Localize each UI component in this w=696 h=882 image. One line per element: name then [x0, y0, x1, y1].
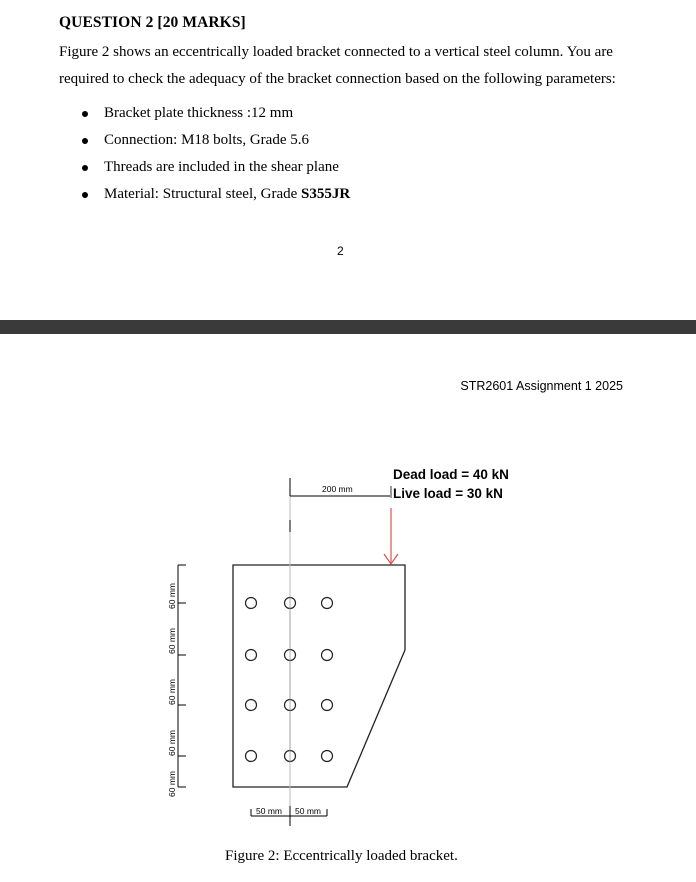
- vertical-dimension-label: 60 mm: [167, 583, 177, 609]
- eccentricity-label: 200 mm: [322, 484, 353, 494]
- live-load-label: Live load = 30 kN: [393, 486, 503, 501]
- bolt-hole: [322, 598, 333, 609]
- figure-caption: Figure 2: Eccentrically loaded bracket.: [225, 848, 458, 864]
- bolt-hole: [246, 751, 257, 762]
- vertical-dimension-chain: [178, 565, 186, 787]
- parameter-item: Connection: M18 bolts, Grade 5.6: [59, 127, 350, 154]
- bolt-group: [246, 596, 333, 763]
- bolt-hole: [322, 700, 333, 711]
- parameter-item: Material: Structural steel, Grade S355JR: [59, 181, 350, 208]
- vertical-dimension-label: 60 mm: [167, 628, 177, 654]
- bolt-hole: [322, 650, 333, 661]
- horizontal-dimension-label: 50 mm: [295, 806, 321, 816]
- vertical-dimension-label: 60 mm: [167, 730, 177, 756]
- bolt-hole: [246, 700, 257, 711]
- vertical-dimension-label: 60 mm: [167, 771, 177, 797]
- question-intro: Figure 2 shows an eccentrically loaded bracket connected to a vertical steel column. You are required to check the adequacy of the bracket connection based on the following parameters:: [59, 44, 616, 87]
- dead-load-label: Dead load = 40 kN: [393, 467, 509, 482]
- bolt-hole: [322, 751, 333, 762]
- bolt-hole: [246, 650, 257, 661]
- bracket-plate: [233, 565, 405, 787]
- bolt-hole: [246, 598, 257, 609]
- document-header: STR2601 Assignment 1 2025: [460, 379, 623, 393]
- horizontal-dimension-label: 50 mm: [256, 806, 282, 816]
- parameter-item: Bracket plate thickness :12 mm: [59, 100, 350, 127]
- vertical-dimension-label: 60 mm: [167, 679, 177, 705]
- question-title: QUESTION 2 [20 MARKS]: [59, 14, 246, 31]
- parameter-item: Threads are included in the shear plane: [59, 154, 350, 181]
- steel-grade: S355JR: [301, 186, 351, 202]
- page-number: 2: [337, 244, 344, 258]
